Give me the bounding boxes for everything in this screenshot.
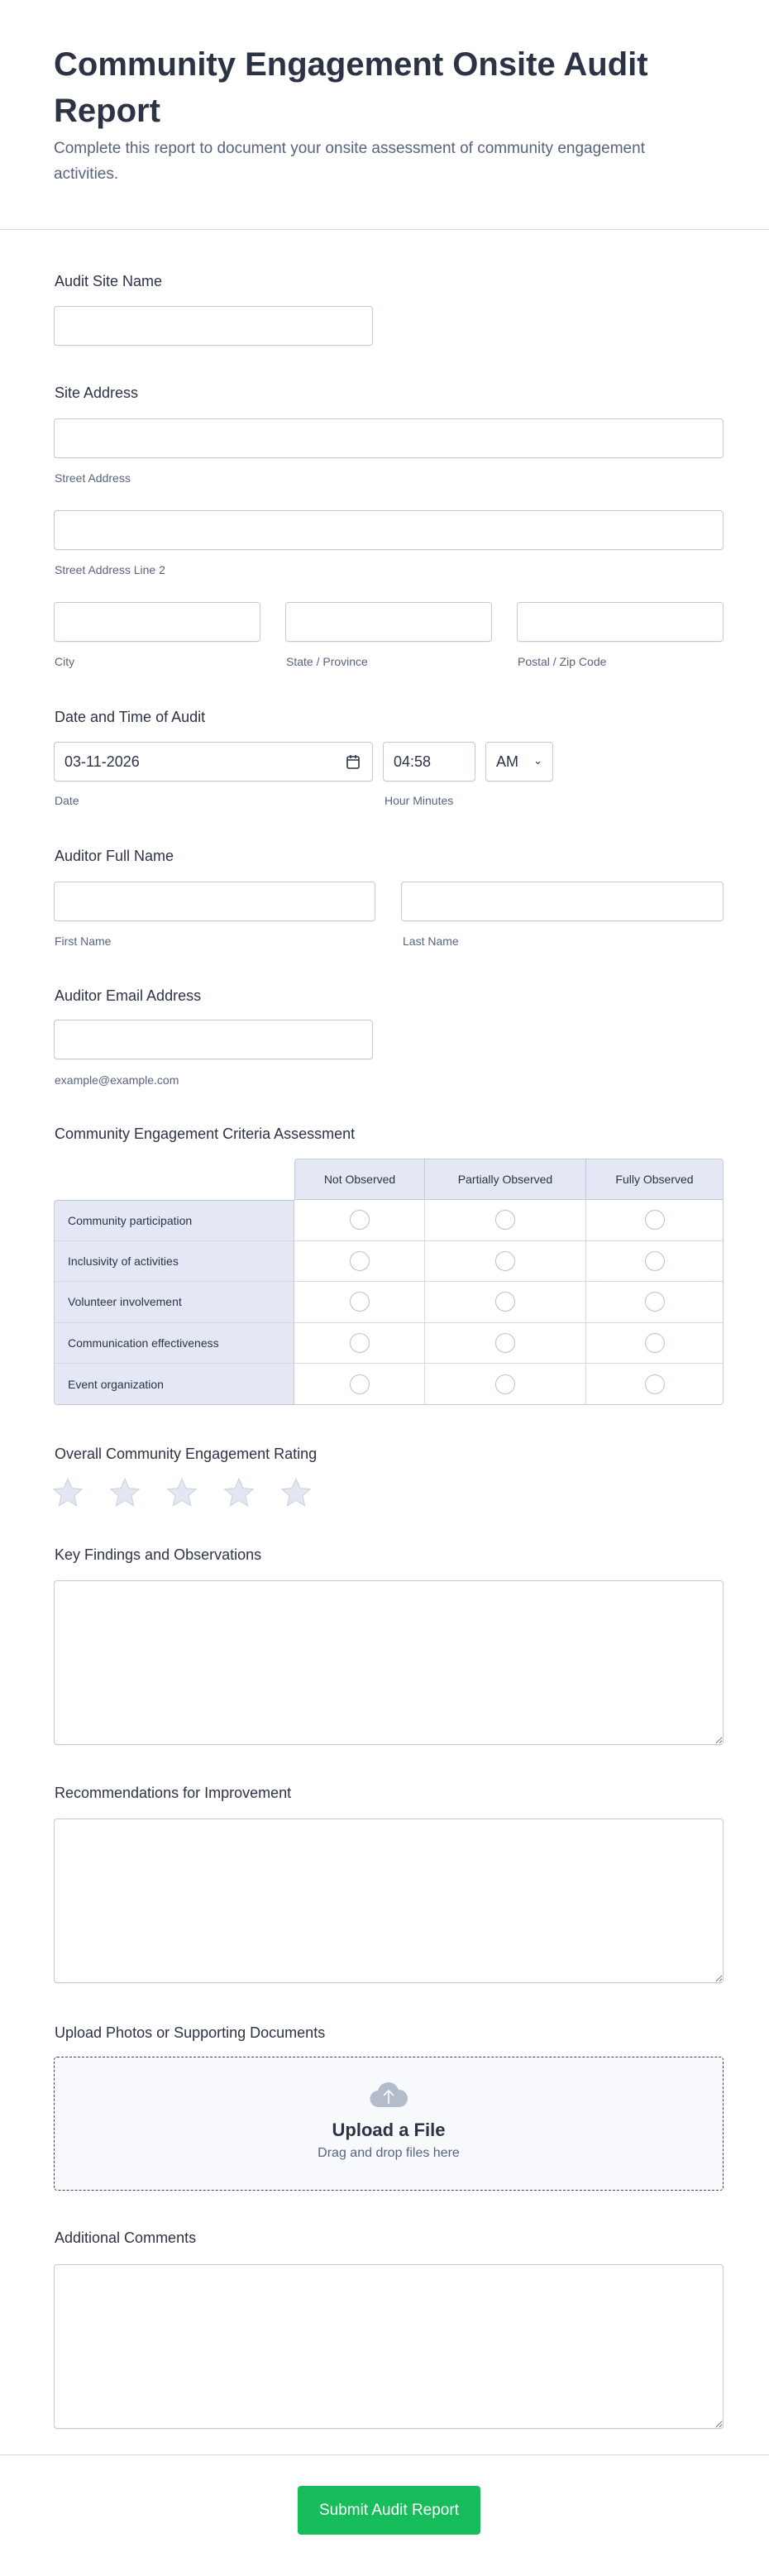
matrix-row	[54, 1323, 724, 1364]
street-address-sublabel: Street Address	[55, 471, 131, 485]
recommendations-label: Recommendations for Improvement	[55, 1785, 292, 1801]
rating-label: Overall Community Engagement Rating	[55, 1446, 318, 1462]
calendar-icon[interactable]	[346, 753, 361, 770]
radio-button[interactable]	[645, 1251, 665, 1271]
matrix-col-header: Not Observed	[294, 1159, 425, 1200]
street-address-line2-input[interactable]	[54, 510, 724, 550]
matrix-cell	[425, 1200, 586, 1241]
assessment-matrix	[54, 1159, 724, 1405]
radio-button[interactable]	[645, 1333, 665, 1353]
time-input[interactable]	[383, 742, 475, 781]
time-sublabel: Hour Minutes	[384, 794, 454, 807]
matrix-row-label: Event organization	[54, 1364, 294, 1405]
matrix-row	[54, 1364, 724, 1405]
radio-button[interactable]	[350, 1292, 370, 1312]
date-sublabel: Date	[55, 794, 79, 807]
date-input[interactable]	[54, 742, 373, 781]
radio-button[interactable]	[350, 1251, 370, 1271]
email-input[interactable]	[54, 1020, 373, 1059]
matrix-cell	[586, 1241, 724, 1283]
radio-button[interactable]	[645, 1210, 665, 1230]
matrix-row-label: Inclusivity of activities	[54, 1241, 294, 1283]
street-address-line2-sublabel: Street Address Line 2	[55, 563, 165, 576]
matrix-row-label: Communication effectiveness	[54, 1323, 294, 1364]
state-sublabel: State / Province	[286, 655, 368, 668]
star-icon[interactable]	[109, 1477, 141, 1508]
header-divider	[0, 229, 769, 230]
postal-input[interactable]	[517, 602, 724, 642]
matrix-cell	[425, 1241, 586, 1283]
star-rating	[52, 1477, 312, 1508]
radio-button[interactable]	[495, 1292, 515, 1312]
matrix-cell	[294, 1241, 425, 1283]
state-input[interactable]	[285, 602, 492, 642]
matrix-cell	[294, 1364, 425, 1405]
radio-button[interactable]	[495, 1210, 515, 1230]
street-address-input[interactable]	[54, 418, 724, 458]
star-icon[interactable]	[223, 1477, 255, 1508]
city-sublabel: City	[55, 655, 75, 668]
radio-button[interactable]	[350, 1333, 370, 1353]
comments-textarea[interactable]	[54, 2264, 724, 2429]
radio-button[interactable]	[645, 1292, 665, 1312]
radio-button[interactable]	[495, 1251, 515, 1271]
matrix-cell	[425, 1282, 586, 1323]
matrix-cell	[294, 1200, 425, 1241]
matrix-row-label: Community participation	[54, 1200, 294, 1241]
matrix-cell	[425, 1323, 586, 1364]
matrix-label: Community Engagement Criteria Assessment	[55, 1126, 356, 1142]
ampm-select[interactable]	[485, 742, 553, 781]
chevron-down-icon: ⌄	[533, 754, 542, 767]
first-name-input[interactable]	[54, 882, 375, 921]
file-upload-dropzone[interactable]	[54, 2057, 724, 2191]
matrix-col-header: Fully Observed	[586, 1159, 724, 1200]
matrix-cell	[294, 1282, 425, 1323]
radio-button[interactable]	[495, 1333, 515, 1353]
site-name-label: Audit Site Name	[55, 273, 163, 289]
star-icon[interactable]	[52, 1477, 84, 1508]
last-name-sublabel: Last Name	[403, 934, 459, 948]
page-title: Community Engagement Onsite Audit Report	[54, 46, 648, 129]
city-input[interactable]	[54, 602, 260, 642]
radio-button[interactable]	[495, 1374, 515, 1394]
upload-title: Upload a File	[332, 2120, 446, 2140]
cloud-upload-icon	[369, 2079, 408, 2109]
matrix-cell	[586, 1323, 724, 1364]
radio-button[interactable]	[350, 1210, 370, 1230]
findings-textarea[interactable]	[54, 1580, 724, 1745]
auditor-name-label: Auditor Full Name	[55, 848, 174, 864]
star-icon[interactable]	[280, 1477, 312, 1508]
matrix-cell	[425, 1364, 586, 1405]
site-address-label: Site Address	[55, 385, 139, 401]
matrix-cell	[586, 1364, 724, 1405]
submit-button[interactable]: Submit Audit Report	[298, 2486, 480, 2535]
email-helper: example@example.com	[55, 1073, 179, 1087]
footer-divider	[0, 2454, 769, 2455]
matrix-row-label: Volunteer involvement	[54, 1282, 294, 1323]
recommendations-textarea[interactable]	[54, 1818, 724, 1983]
email-label: Auditor Email Address	[55, 987, 202, 1004]
upload-hint: Drag and drop files here	[318, 2146, 460, 2160]
matrix-cell	[586, 1282, 724, 1323]
last-name-input[interactable]	[401, 882, 724, 921]
matrix-col-header: Partially Observed	[425, 1159, 586, 1200]
star-icon[interactable]	[166, 1477, 198, 1508]
matrix-row	[54, 1200, 724, 1241]
postal-sublabel: Postal / Zip Code	[518, 655, 607, 668]
comments-label: Additional Comments	[55, 2230, 197, 2246]
datetime-label: Date and Time of Audit	[55, 709, 206, 725]
ampm-value: AM	[496, 753, 518, 770]
matrix-cell	[586, 1200, 724, 1241]
radio-button[interactable]	[350, 1374, 370, 1394]
radio-button[interactable]	[645, 1374, 665, 1394]
first-name-sublabel: First Name	[55, 934, 112, 948]
site-name-input[interactable]	[54, 306, 373, 346]
upload-label: Upload Photos or Supporting Documents	[55, 2024, 326, 2041]
matrix-row	[54, 1282, 724, 1323]
matrix-row	[54, 1241, 724, 1283]
findings-label: Key Findings and Observations	[55, 1546, 262, 1563]
matrix-cell	[294, 1323, 425, 1364]
page-subtitle: Complete this report to document your onsite assessment of community engagement activities.	[54, 140, 645, 183]
matrix-corner	[54, 1159, 294, 1200]
